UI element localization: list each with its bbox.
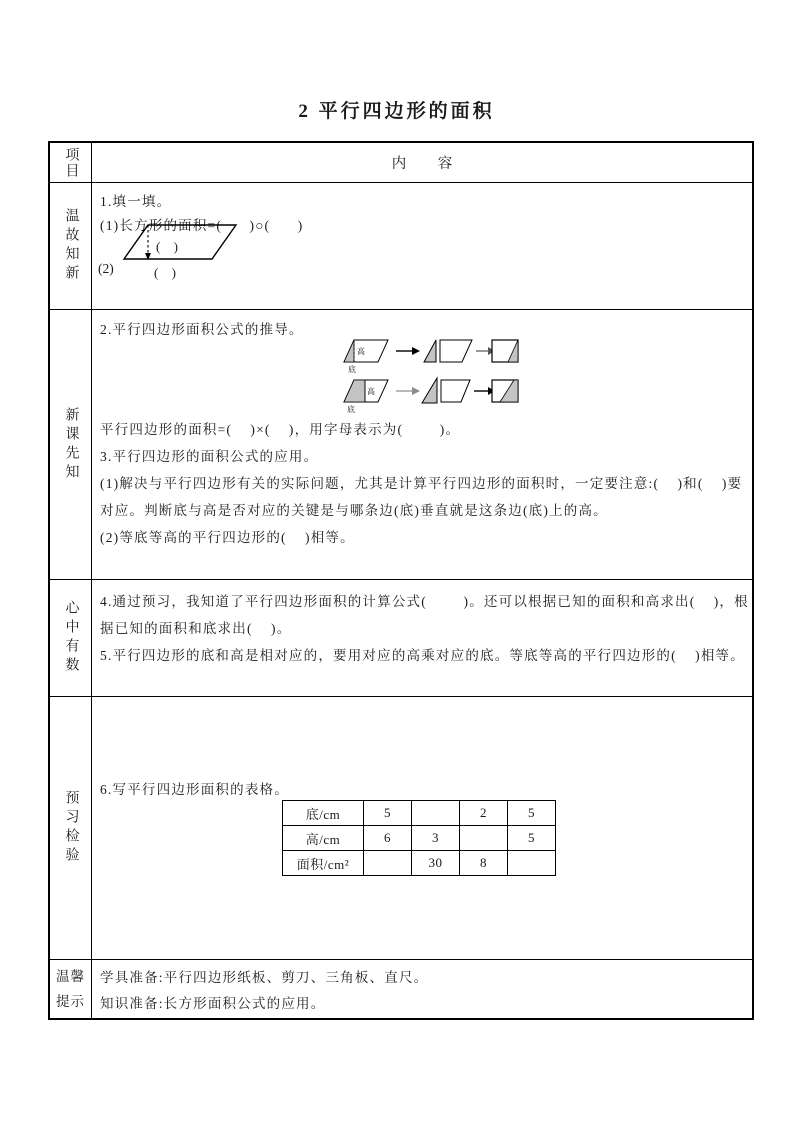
table-cell: 面积/cm²	[283, 851, 364, 876]
newlesson-line-1: 2.平行四边形面积公式的推导。	[100, 322, 304, 337]
figure-number: (2)	[98, 261, 114, 276]
section-newlesson-label: 新课先知	[63, 406, 79, 483]
section-tips-content	[92, 960, 752, 1018]
table-cell: 5	[364, 801, 412, 826]
tips-label-line2: 提示	[56, 994, 85, 1009]
table-cell: 底/cm	[283, 801, 364, 826]
newlesson-line-4: (1)解决与平行四边形有关的实际问题，尤其是计算平行四边形的面积时，一定要注意:( )和( )要	[100, 476, 743, 491]
table-cell: 8	[460, 851, 508, 876]
figure-blank-inner-text: ( )	[156, 239, 183, 254]
section-review-label: 温故知新	[63, 208, 79, 284]
section-pretest-label: 预习检验	[63, 790, 79, 866]
section-tips-label	[56, 964, 85, 1014]
header-content-label: 内 容	[391, 156, 467, 172]
diagram-height-label: 高	[357, 347, 365, 356]
confidence-line-3: 5.平行四边形的底和高是相对应的，要用对应的高乘对应的底。等底等高的平行四边形的( )相等。	[100, 648, 745, 663]
table-cell: 5	[508, 826, 556, 851]
review-line-2: (1)长方形的面积=( )○( )	[100, 218, 304, 233]
table-cell	[412, 801, 460, 826]
section-confidence-label: 心中有数	[63, 600, 79, 676]
table-cell	[508, 851, 556, 876]
table-row	[283, 826, 556, 851]
pretest-line-1: 6.写平行四边形面积的表格。	[100, 782, 289, 797]
newlesson-line-3: 3.平行四边形的面积公式的应用。	[100, 449, 319, 464]
parallelogram-figure	[96, 221, 316, 285]
page-title: 2 平行四边形的面积	[298, 101, 495, 122]
tips-line-1: 学具准备:平行四边形纸板、剪刀、三角板、直尺。	[100, 970, 429, 985]
section-review-label-cell	[50, 183, 92, 310]
section-confidence-content	[92, 580, 752, 697]
parallelogram-diagram	[120, 221, 252, 283]
tips-line-2: 知识准备:长方形面积公式的应用。	[100, 996, 326, 1011]
diagram-height-label: 高	[367, 387, 375, 396]
diagram-base-label: 底	[347, 405, 355, 414]
newlesson-line-5: 对应。判断底与高是否对应的关键是与哪条边(底)垂直就是这条边(底)上的高。	[100, 503, 608, 518]
table-row	[283, 801, 556, 826]
header-content-cell	[92, 143, 752, 183]
derivation-diagram-row2	[342, 376, 520, 416]
table-cell	[364, 851, 412, 876]
tips-label-line1: 温馨	[56, 969, 85, 984]
section-newlesson-content	[92, 310, 752, 580]
review-line-1: 1.填一填。	[100, 194, 172, 209]
table-cell: 2	[460, 801, 508, 826]
figure-blank-base-text: ( )	[154, 265, 181, 280]
table-row	[283, 851, 556, 876]
table-cell	[460, 826, 508, 851]
section-confidence-label-cell	[50, 580, 92, 697]
diagram-base-label: 底	[348, 365, 356, 374]
section-newlesson-label-cell	[50, 310, 92, 580]
area-data-table	[282, 800, 556, 876]
table-cell: 3	[412, 826, 460, 851]
table-cell: 30	[412, 851, 460, 876]
header-item-cell	[50, 143, 92, 183]
table-cell: 高/cm	[283, 826, 364, 851]
table-cell: 6	[364, 826, 412, 851]
derivation-diagram-row1	[342, 336, 520, 376]
section-tips-label-cell	[50, 960, 92, 1018]
newlesson-line-6: (2)等底等高的平行四边形的( )相等。	[100, 530, 355, 545]
header-item-label: 项目	[63, 146, 79, 179]
section-pretest-label-cell	[50, 697, 92, 960]
confidence-line-1: 4.通过预习，我知道了平行四边形面积的计算公式( )。还可以根据已知的面积和高求出( )，根	[100, 594, 749, 609]
table-cell: 5	[508, 801, 556, 826]
section-review-content	[92, 183, 752, 310]
newlesson-line-2: 平行四边形的面积=( )×( )，用字母表示为( )。	[100, 422, 461, 437]
section-pretest-content	[92, 697, 752, 960]
confidence-line-2: 据已知的面积和底求出( )。	[100, 621, 292, 636]
main-table	[48, 141, 754, 1020]
